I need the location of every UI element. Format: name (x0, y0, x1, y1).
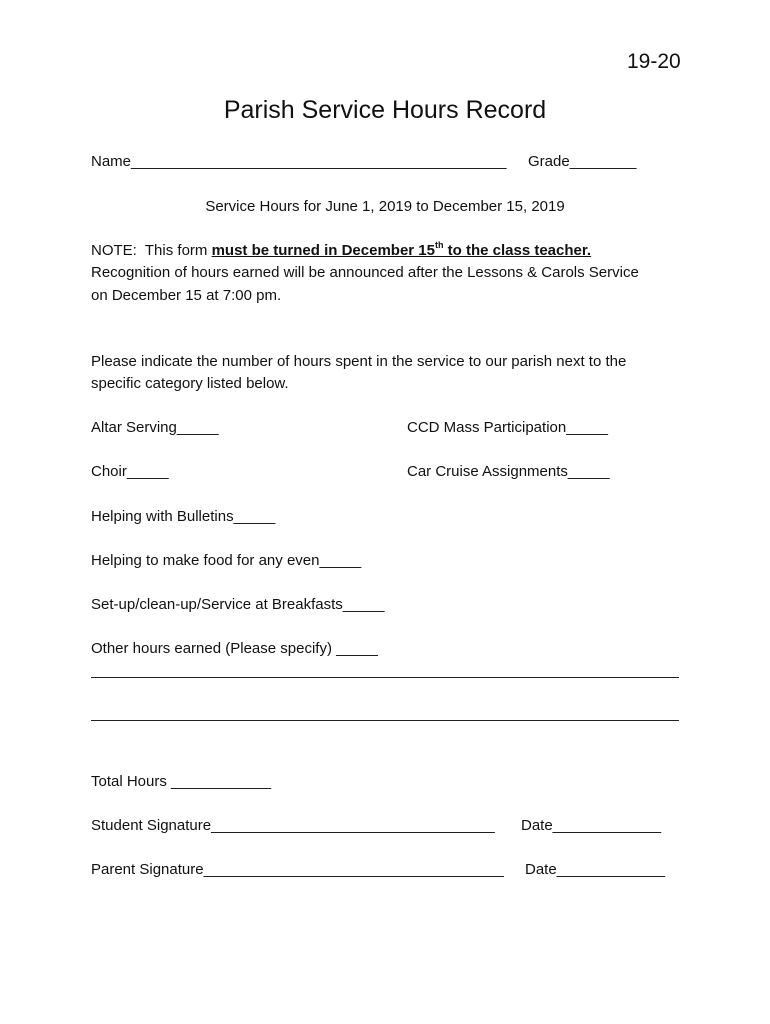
other-hours-line-2[interactable] (91, 720, 679, 721)
note-ordinal-suffix: th (434, 240, 444, 250)
food-field[interactable]: Helping to make food for any even_____ (91, 552, 362, 569)
grade-field[interactable]: Grade________ (528, 153, 637, 170)
note-prefix: NOTE: This form (91, 242, 212, 259)
note-deadline (212, 242, 591, 259)
parent-date-field[interactable]: Date_____________ (525, 861, 666, 878)
instructions-line-2: specific category listed below. (91, 375, 289, 392)
breakfasts-field[interactable]: Set-up/clean-up/Service at Breakfasts_____ (91, 596, 385, 613)
school-year: 19-20 (627, 50, 681, 73)
page-title: Parish Service Hours Record (223, 96, 547, 124)
total-hours-field[interactable]: Total Hours ____________ (91, 773, 272, 790)
altar-serving-field[interactable]: Altar Serving_____ (91, 419, 219, 436)
note-deadline-text: must be turned in December 15 (211, 242, 435, 259)
car-cruise-field[interactable]: Car Cruise Assignments_____ (407, 463, 610, 480)
note-line-1 (91, 240, 592, 259)
service-period: Service Hours for June 1, 2019 to December 15, 2019 (205, 198, 565, 215)
choir-field[interactable]: Choir_____ (91, 463, 169, 480)
other-hours-field[interactable]: Other hours earned (Please specify) _____ (91, 640, 378, 657)
student-signature-field[interactable]: Student Signature__________________________________ (91, 817, 495, 834)
bulletins-field[interactable]: Helping with Bulletins_____ (91, 508, 276, 525)
instructions-line-1: Please indicate the number of hours spent in the service to our parish next to the (91, 353, 627, 370)
note-line-2: Recognition of hours earned will be announced after the Lessons & Carols Service (91, 264, 639, 281)
parent-signature-field[interactable]: Parent Signature____________________________________ (91, 861, 504, 878)
name-field[interactable]: Name_____________________________________________ (91, 153, 507, 170)
note-deadline-tail: to the class teacher. (443, 242, 592, 259)
student-date-field[interactable]: Date_____________ (521, 817, 662, 834)
note-line-3: on December 15 at 7:00 pm. (91, 287, 282, 304)
other-hours-line-1[interactable] (91, 677, 679, 678)
ccd-mass-field[interactable]: CCD Mass Participation_____ (407, 419, 608, 436)
